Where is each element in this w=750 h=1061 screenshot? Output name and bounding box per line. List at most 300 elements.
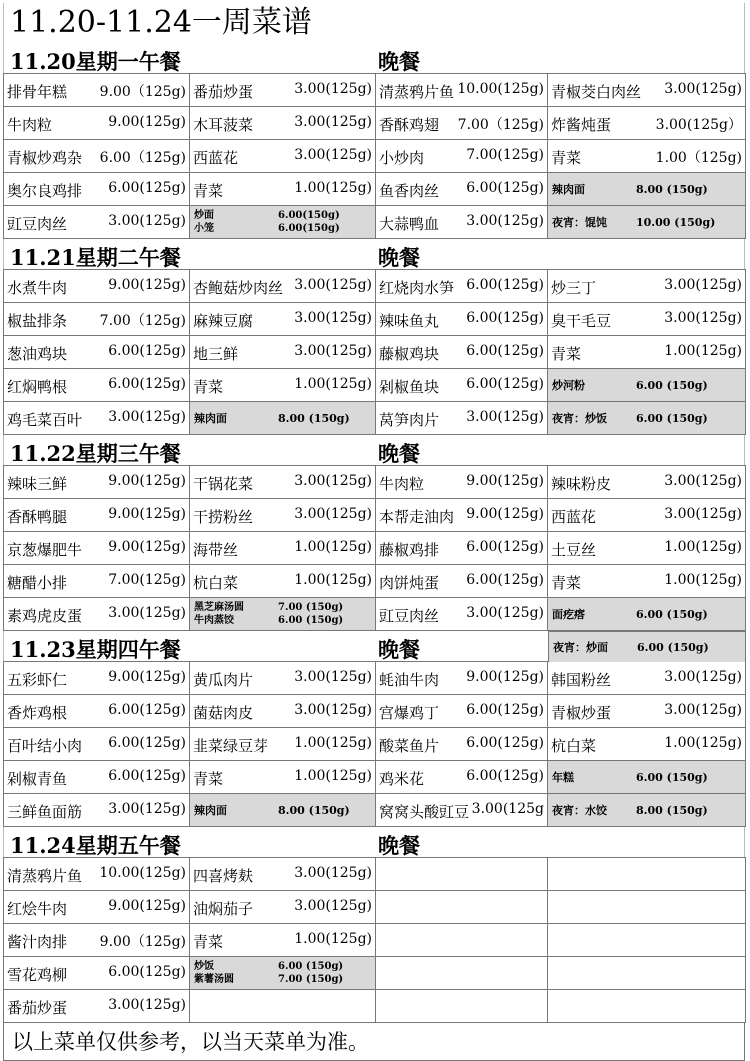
dish-price: 6.00(125g): [466, 702, 544, 718]
dish-name: 肉饼炖蛋: [379, 574, 440, 592]
dish-price: 6.00(125g): [108, 180, 186, 196]
dish-price: 9.00（125g): [99, 934, 186, 950]
menu-item: [4, 858, 190, 891]
day-header: [3, 631, 745, 661]
dish-name: 鱼香肉丝: [379, 182, 440, 200]
dish-price: 9.00(125g): [108, 669, 186, 685]
dish-name: 藤椒鸡排: [379, 541, 440, 559]
table-row: [4, 107, 746, 140]
table-row: [4, 74, 746, 107]
table-row: [4, 794, 746, 827]
dish-price: 1.00(125g): [664, 539, 742, 555]
menu-item: [4, 74, 190, 107]
dish-price: 3.00(125g): [294, 506, 372, 522]
dish-price: 7.00 (150g): [278, 974, 344, 985]
dish-price: 1.00(125g): [664, 343, 742, 359]
dinner-heading: 晚餐: [378, 441, 420, 466]
menu-item: [376, 303, 548, 336]
menu-item: [4, 206, 190, 239]
table-row: [4, 140, 746, 173]
dish-price: 8.00 (150g): [278, 412, 350, 425]
empty-cell: [548, 858, 746, 891]
dish-name: 青椒炒蛋: [551, 704, 612, 722]
dish-name: 青菜: [551, 574, 582, 592]
dish-price: 6.00(125g): [466, 539, 544, 555]
dish-name: 干捞粉丝: [193, 508, 254, 526]
dish-name: 辣肉面: [552, 183, 585, 196]
dish-price: 6.00 (150g): [637, 641, 709, 654]
menu-item: [4, 695, 190, 728]
menu-item: [190, 761, 376, 794]
dish-price: 1.00(125g): [294, 376, 372, 392]
dish-name: 四喜烤麸: [193, 867, 254, 885]
empty-cell: [548, 990, 746, 1023]
dish-name: 辣味粉皮: [551, 475, 612, 493]
menu-item: [190, 303, 376, 336]
dish-price: 6.00(125g): [108, 735, 186, 751]
dish-name: 青菜: [193, 378, 224, 396]
dish-name: 香酥鸡翅: [379, 116, 440, 134]
menu-item: [4, 565, 190, 598]
menu-item: [4, 924, 190, 957]
table-row: [4, 270, 746, 303]
dish-price: 3.00(125g): [664, 702, 742, 718]
dish-price: 6.00 (150g): [278, 615, 344, 626]
dish-name: 酸菜鱼片: [379, 737, 440, 755]
menu-item: [190, 891, 376, 924]
menu-item: [190, 74, 376, 107]
menu-item: [190, 695, 376, 728]
dish-name: 辣肉面: [194, 412, 227, 425]
table-row: [4, 206, 746, 239]
dish-price: 6.00(125g): [466, 310, 544, 326]
dish-price: 9.00(125g): [108, 277, 186, 293]
dish-name: 青菜: [193, 770, 224, 788]
dish-price: 3.00(125g): [108, 409, 186, 425]
menu-item: [548, 107, 746, 140]
menu-item: [4, 107, 190, 140]
dish-price: 3.00(125g): [108, 213, 186, 229]
special-item: [548, 369, 746, 402]
empty-cell: [376, 858, 548, 891]
table-row: [4, 303, 746, 336]
dish-name: 鸡米花: [379, 770, 425, 788]
dish-name: 素鸡虎皮蛋: [7, 607, 83, 625]
dish-price: 3.00(125g): [466, 213, 544, 229]
menu-sheet: [3, 3, 745, 1061]
day-menu-table: [3, 73, 746, 239]
dish-price: 1.00(125g): [294, 931, 372, 947]
dish-name: 清蒸鸦片鱼: [379, 83, 455, 101]
dish-price: 3.00(125g): [108, 605, 186, 621]
table-row: [4, 858, 746, 891]
table-row: [4, 173, 746, 206]
dish-price: 3.00(125g): [294, 473, 372, 489]
menu-item: [548, 270, 746, 303]
table-row: [4, 662, 746, 695]
day-menu-table: [3, 269, 746, 435]
dish-name: 香酥鸭腿: [7, 508, 68, 526]
dish-price: 3.00(125g): [466, 605, 544, 621]
dish-price: 7.00(125g): [466, 147, 544, 163]
dish-price: 9.00（125g): [99, 84, 186, 100]
dish-price: 7.00（125g): [457, 117, 544, 133]
dish-name: 椒盐排条: [7, 312, 68, 330]
menu-item: [4, 957, 190, 990]
dish-price: 3.00(125g): [294, 669, 372, 685]
dish-name: 鸡毛菜百叶: [7, 411, 83, 429]
menu-item: [4, 499, 190, 532]
menu-item: [548, 140, 746, 173]
lunch-heading: 11.22星期三午餐: [10, 441, 181, 466]
menu-item: [4, 303, 190, 336]
menu-item: [376, 270, 548, 303]
combo-item: [190, 598, 376, 631]
dish-name: 夜宵：炒面: [553, 641, 608, 654]
combo-item: [190, 206, 376, 239]
dish-name: 藤椒鸡块: [379, 345, 440, 363]
menu-item: [4, 990, 190, 1023]
menu-item: [548, 303, 746, 336]
dish-name: 炒面: [194, 210, 214, 221]
dish-name: 雪花鸡柳: [7, 966, 68, 984]
dish-name: 排骨年糕: [7, 83, 68, 101]
combo-line: [194, 973, 375, 986]
dish-price: 6.00 (150g): [636, 608, 708, 621]
day-header: [3, 435, 745, 465]
menu-item: [4, 662, 190, 695]
menu-item: [4, 532, 190, 565]
dish-price: 3.00(125g): [466, 409, 544, 425]
combo-item: [190, 957, 376, 990]
dish-price: 1.00(125g): [294, 768, 372, 784]
dish-price: 3.00(125g）: [655, 117, 742, 133]
combo-line: [194, 601, 375, 614]
dish-name: 青椒炒鸡杂: [7, 149, 83, 167]
dinner-heading: 晚餐: [378, 245, 420, 270]
day-header: [3, 43, 745, 73]
lunch-heading: 11.23星期四午餐: [10, 637, 181, 662]
dish-price: 3.00(125g): [294, 277, 372, 293]
footer-note: 以上菜单仅供参考，以当天菜单为准。: [3, 1023, 745, 1061]
dish-name: 炒三丁: [551, 279, 597, 297]
dish-price: 6.00(125g): [108, 768, 186, 784]
empty-cell: [548, 924, 746, 957]
combo-line: [194, 960, 375, 973]
dish-price: 3.00(125g): [108, 997, 186, 1013]
menu-item: [4, 891, 190, 924]
dish-name: 辣味鱼丸: [379, 312, 440, 330]
menu-item: [190, 565, 376, 598]
dish-price: 9.00(125g): [108, 473, 186, 489]
dish-price: 3.00(125g): [664, 310, 742, 326]
day-header: [3, 827, 745, 857]
empty-cell: [376, 990, 548, 1023]
empty-cell: [190, 990, 376, 1023]
dish-price: 3.00(125g): [294, 702, 372, 718]
dish-name: 豇豆肉丝: [7, 215, 68, 233]
combo-line: [194, 222, 375, 235]
menu-item: [376, 662, 548, 695]
dish-price: 6.00(125g): [466, 277, 544, 293]
table-row: [4, 924, 746, 957]
dish-name: 黄瓜肉片: [193, 671, 254, 689]
dish-name: 炸酱炖蛋: [551, 116, 612, 134]
dish-price: 1.00(125g): [664, 735, 742, 751]
table-row: [4, 728, 746, 761]
dish-price: 3.00(125g): [294, 81, 372, 97]
dish-price: 9.00(125g): [108, 114, 186, 130]
dish-name: 五彩虾仁: [7, 671, 68, 689]
menu-item: [548, 728, 746, 761]
dish-name: 红焖鸭根: [7, 378, 68, 396]
dish-price: 9.00(125g): [466, 669, 544, 685]
dish-price: 6.00(125g): [466, 768, 544, 784]
special-item: [548, 794, 746, 827]
menu-item: [548, 466, 746, 499]
table-row: [4, 565, 746, 598]
dish-price: 6.00(150g): [278, 210, 340, 221]
dish-name: 红烩牛肉: [7, 900, 68, 918]
dinner-heading: 晚餐: [378, 637, 420, 662]
dish-price: 3.00(125g): [664, 277, 742, 293]
menu-item: [376, 173, 548, 206]
dish-price: 7.00（125g): [99, 313, 186, 329]
dinner-heading: 晚餐: [378, 49, 420, 74]
dish-name: 辣肉面: [194, 804, 227, 817]
dish-name: 本帮走油肉: [379, 508, 455, 526]
menu-item: [4, 140, 190, 173]
menu-item: [190, 107, 376, 140]
special-item: [548, 761, 746, 794]
dish-name: 小笼: [194, 223, 214, 234]
menu-title: 11.20-11.24一周菜谱: [3, 3, 745, 43]
dish-name: 西蓝花: [193, 149, 239, 167]
special-item: [548, 598, 746, 631]
dish-price: 1.00(125g): [294, 572, 372, 588]
dish-name: 臭干毛豆: [551, 312, 612, 330]
dish-price: 6.00(125g): [108, 964, 186, 980]
dish-name: 蚝油牛肉: [379, 671, 440, 689]
dish-price: 6.00（125g): [99, 150, 186, 166]
menu-item: [376, 761, 548, 794]
dish-price: 6.00(125g): [108, 376, 186, 392]
menu-item: [190, 270, 376, 303]
table-row: [4, 990, 746, 1023]
dish-name: 奥尔良鸡排: [7, 182, 83, 200]
dish-name: 杏鲍菇炒肉丝: [193, 279, 284, 297]
menu-item: [376, 695, 548, 728]
table-row: [4, 499, 746, 532]
dish-price: 1.00(125g): [294, 180, 372, 196]
menu-item: [376, 140, 548, 173]
menu-item: [376, 369, 548, 402]
dish-price: 3.00(125g): [294, 865, 372, 881]
dish-name: 地三鲜: [193, 345, 239, 363]
day-menu-table: [3, 465, 746, 631]
dish-price: 6.00(125g): [466, 180, 544, 196]
dish-price: 9.00(125g): [466, 506, 544, 522]
menu-item: [4, 173, 190, 206]
lunch-heading: 11.20星期一午餐: [10, 49, 181, 74]
table-row: [4, 957, 746, 990]
menu-item: [190, 532, 376, 565]
dish-name: 西蓝花: [551, 508, 597, 526]
dish-name: 炒河粉: [552, 379, 585, 392]
menu-item: [190, 728, 376, 761]
dish-name: 红烧肉水笋: [379, 279, 455, 297]
menu-item: [4, 598, 190, 631]
menu-item: [376, 336, 548, 369]
dish-name: 菌菇肉皮: [193, 704, 254, 722]
special-item: [190, 794, 376, 827]
dish-name: 香炸鸡根: [7, 704, 68, 722]
menu-item: [548, 695, 746, 728]
dish-price: 6.00(125g): [108, 343, 186, 359]
table-row: [4, 336, 746, 369]
dish-name: 青椒茭白肉丝: [551, 83, 642, 101]
menu-item: [376, 598, 548, 631]
table-row: [4, 466, 746, 499]
dish-price: 3.00(125g): [664, 473, 742, 489]
dish-price: 1.00(125g): [664, 572, 742, 588]
menu-item: [190, 369, 376, 402]
dish-name: 牛肉粒: [7, 116, 53, 134]
dish-name: 青菜: [193, 933, 224, 951]
table-row: [4, 761, 746, 794]
menu-item: [4, 369, 190, 402]
menu-item: [376, 74, 548, 107]
dish-price: 7.00 (150g): [278, 602, 344, 613]
dish-price: 6.00(150g): [278, 223, 340, 234]
menu-item: [548, 499, 746, 532]
dish-price: 3.00(125g): [294, 310, 372, 326]
menu-item: [190, 662, 376, 695]
lunch-heading: 11.24星期五午餐: [10, 833, 181, 858]
dish-name: 葱油鸡块: [7, 345, 68, 363]
dish-price: 10.00(125g): [99, 865, 186, 881]
dish-price: 8.00 (150g): [278, 804, 350, 817]
dish-name: 辣味三鲜: [7, 475, 68, 493]
menu-item: [376, 499, 548, 532]
dish-name: 杭白菜: [193, 574, 239, 592]
day-menu-table: [3, 857, 746, 1023]
table-row: [4, 532, 746, 565]
menu-item: [4, 761, 190, 794]
dish-name: 宫爆鸡丁: [379, 704, 440, 722]
dish-price: 3.00(125g): [664, 669, 742, 685]
dish-name: 木耳菠菜: [193, 116, 254, 134]
dish-name: 清蒸鸦片鱼: [7, 867, 83, 885]
dish-name: 干锅花菜: [193, 475, 254, 493]
dish-price: 3.00(125g): [664, 81, 742, 97]
menu-item: [190, 140, 376, 173]
menu-item: [190, 924, 376, 957]
table-row: [4, 891, 746, 924]
menu-item: [548, 662, 746, 695]
menu-item: [4, 336, 190, 369]
late-night-item: [548, 631, 746, 662]
dish-name: 牛肉粒: [379, 475, 425, 493]
dish-name: 水煮牛肉: [7, 279, 68, 297]
dish-name: 番茄炒蛋: [193, 83, 254, 101]
dish-price: 6.00(125g): [466, 343, 544, 359]
dish-price: 9.00(125g): [108, 506, 186, 522]
special-item: [548, 402, 746, 435]
empty-cell: [376, 957, 548, 990]
dish-price: 9.00(125g): [108, 539, 186, 555]
menu-item: [4, 794, 190, 827]
dish-name: 夜宵：馄饨: [552, 216, 607, 229]
day-menu-table: [3, 661, 746, 827]
dish-name: 三鲜鱼面筋: [7, 803, 83, 821]
dish-price: 3.00(125g): [294, 147, 372, 163]
special-item: [548, 173, 746, 206]
dish-name: 青菜: [551, 345, 582, 363]
menu-item: [376, 466, 548, 499]
dish-name: 夜宵：炒饭: [552, 412, 607, 425]
dish-name: 大蒜鸭血: [379, 215, 440, 233]
dish-name: 豇豆肉丝: [379, 607, 440, 625]
menu-item: [548, 565, 746, 598]
dish-price: 3.00(125g): [294, 898, 372, 914]
dish-price: 7.00(125g): [108, 572, 186, 588]
dish-price: 1.00(125g): [294, 539, 372, 555]
dish-price: 10.00 (150g): [636, 216, 716, 229]
dish-name: 莴笋肉片: [379, 411, 440, 429]
dish-price: 1.00（125g): [655, 150, 742, 166]
dish-name: 糖醋小排: [7, 574, 68, 592]
table-row: [4, 695, 746, 728]
lunch-heading: 11.21星期二午餐: [10, 245, 181, 270]
dish-name: 剁椒青鱼: [7, 770, 68, 788]
dish-price: 3.00(125g: [471, 801, 544, 817]
dish-name: 韭菜绿豆芽: [193, 737, 269, 755]
dish-price: 3.00(125g): [294, 114, 372, 130]
special-item: [190, 402, 376, 435]
dish-name: 京葱爆肥牛: [7, 541, 83, 559]
dish-price: 10.00(125g): [457, 81, 544, 97]
dish-name: 小炒肉: [379, 149, 425, 167]
menu-item: [4, 466, 190, 499]
dish-price: 6.00(125g): [466, 376, 544, 392]
dish-price: 9.00(125g): [108, 898, 186, 914]
dish-name: 海带丝: [193, 541, 239, 559]
day-header: [3, 239, 745, 269]
dish-price: 3.00(125g): [294, 343, 372, 359]
menu-item: [548, 336, 746, 369]
dish-name: 青菜: [551, 149, 582, 167]
empty-cell: [548, 957, 746, 990]
days-container: [3, 43, 745, 1023]
dish-name: 窝窝头酸豇豆: [379, 803, 470, 821]
dish-price: 6.00(125g): [108, 702, 186, 718]
dish-price: 8.00 (150g): [636, 183, 708, 196]
dish-name: 牛肉蒸饺: [194, 615, 234, 626]
dish-name: 百叶结小肉: [7, 737, 83, 755]
table-row: [4, 402, 746, 435]
menu-item: [376, 794, 548, 827]
empty-cell: [376, 924, 548, 957]
dish-name: 黑芝麻汤圆: [194, 602, 244, 613]
dish-name: 杭白菜: [551, 737, 597, 755]
menu-item: [190, 173, 376, 206]
table-row: [4, 369, 746, 402]
combo-line: [194, 209, 375, 222]
menu-item: [376, 107, 548, 140]
dish-name: 紫薯汤圆: [194, 974, 234, 985]
dish-price: 3.00(125g): [108, 801, 186, 817]
